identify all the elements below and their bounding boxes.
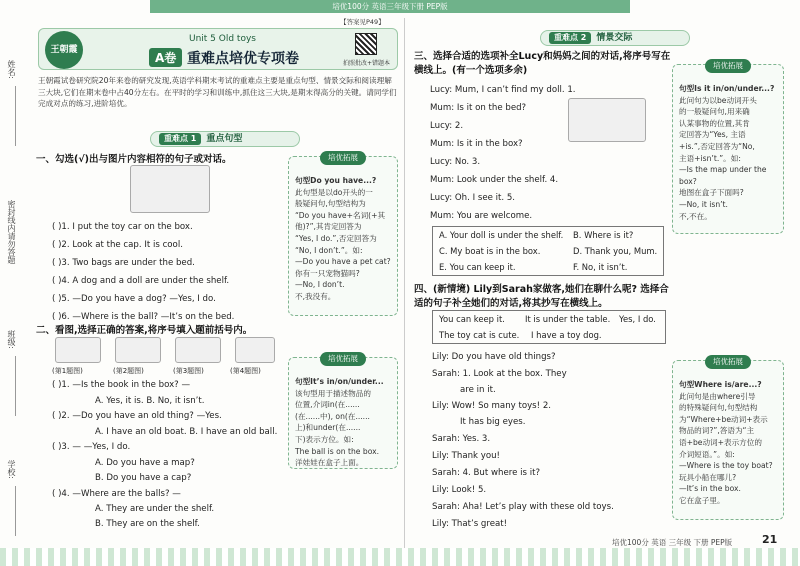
- tip-line: 下)表示方位。如:: [295, 434, 354, 444]
- q4-option: I have a toy dog.: [531, 330, 602, 340]
- tip-line: 不,不在。: [679, 211, 712, 221]
- tip-line: 位置,介词in(在......: [295, 400, 360, 410]
- q3-line: Mum: Is it on the bed?: [430, 103, 527, 113]
- q3-line: Mum: You are welcome.: [430, 211, 533, 221]
- q3-line: Lucy: 2.: [430, 121, 464, 131]
- tip-line: 此问句是由where引导: [679, 391, 756, 401]
- tip-line: 认某事物的位置,其肯: [679, 118, 750, 128]
- tip-line: 句型Where is/are...?: [679, 380, 762, 389]
- tip-box-title: 培优拓展: [705, 355, 751, 369]
- tip-line: 主语+isn’t.”。如:: [679, 153, 741, 163]
- bedroom-picture: [130, 165, 210, 213]
- tip-line: 此问句为以be动词开头: [679, 95, 757, 105]
- qr-code-icon[interactable]: [355, 33, 377, 55]
- q2-line: A. Yes, it is. B. No, it isn’t.: [95, 396, 205, 406]
- tip-box-4: [672, 357, 784, 520]
- margin-line: [15, 356, 16, 416]
- q4-options-table: [432, 310, 666, 344]
- q4-line: Sarah: Yes. 3.: [432, 434, 491, 444]
- q2-line: A. I have an old boat. B. I have an old ball.: [95, 427, 278, 437]
- q4-line: Sarah: 4. But where is it?: [432, 468, 541, 478]
- page-footer: 培优100分 英语 三年级 下册 PEP版: [612, 538, 733, 547]
- tip-line: —No, it isn’t.: [679, 199, 728, 209]
- question-4-title: 四、(新情境) Lily到Sarah家做客,她们在聊什么呢? 选择合适的句子补全她们的对话,将其抄写在横线上。: [414, 284, 669, 309]
- q4-line: Lily: That’s great!: [432, 519, 508, 529]
- tip-line: 句型Do you have...?: [295, 176, 377, 185]
- q4-line: Lily: Look! 5.: [432, 485, 487, 495]
- question-2-title: 二、看图,选择正确的答案,将序号填入题前括号内。: [36, 325, 253, 336]
- q1-item: ( )4. A dog and a doll are under the shelf.: [52, 276, 230, 286]
- tip-box-title: 培优拓展: [320, 151, 366, 165]
- page-number: 21: [762, 533, 778, 546]
- tip-line: 你有一只宠物猫吗?: [295, 268, 360, 278]
- column-divider: [404, 18, 405, 548]
- tip-line: 玩具小船在哪儿?: [679, 472, 737, 482]
- tip-line: (在......中), on(在......: [295, 411, 370, 421]
- question-3-title: 三、选择合适的选项补全Lucy和妈妈之间的对话,将序号写在横线上。(有一个选项多余): [414, 51, 671, 76]
- unit-title: Unit 5 Old toys: [189, 34, 256, 44]
- margin-school-label: 学校:: [7, 460, 16, 479]
- q1-item: ( )5. —Do you have a dog? —Yes, I do.: [52, 294, 216, 304]
- q3-option: E. You can keep it.: [439, 262, 516, 272]
- q3-line: Lucy: Mum, I can’t find my doll. 1.: [430, 85, 576, 95]
- q4-line: Sarah: Aha! Let’s play with these old toys.: [432, 502, 614, 512]
- tip-line: 定回答为“Yes, 主语: [679, 130, 746, 140]
- q2-line: ( )2. —Do you have an old thing? —Yes.: [52, 411, 222, 421]
- q3-line: Lucy: Oh. I see it. 5.: [430, 193, 516, 203]
- q3-line: Mum: Is it in the box?: [430, 139, 523, 149]
- q3-option: F. No, it isn’t.: [573, 262, 628, 272]
- key-point-badge: 重难点 1: [159, 133, 201, 145]
- key-point-2-heading: [540, 30, 690, 46]
- tip-line: 洋娃娃在盒子上面。: [295, 458, 364, 468]
- q4-option: Yes, I do.: [619, 314, 656, 324]
- tip-box-title: 培优拓展: [320, 352, 366, 366]
- key-point-badge: 重难点 2: [549, 32, 591, 44]
- question-1-title: 一、勾选(√)出与图片内容相符的句子或对话。: [36, 154, 232, 165]
- tip-box-title: 培优拓展: [705, 59, 751, 73]
- tip-box-1: [288, 153, 398, 316]
- tip-line: 语+be动词+表示方位的: [679, 437, 762, 447]
- top-banner: 培优100分 英语三年级下册 PEP版: [150, 0, 630, 13]
- page-title: 重难点培优专项卷: [187, 51, 299, 67]
- margin-class-label: 班级:: [7, 330, 16, 349]
- tip-line: 它在盒子里。: [679, 495, 725, 505]
- tip-line: box?: [679, 176, 697, 186]
- tip-line: 句型It’s in/on/under...: [295, 377, 384, 386]
- tip-line: 般疑问句,句型结构为: [295, 199, 366, 209]
- answer-reference: 【答案见P49】: [340, 18, 385, 26]
- tip-line: 介词短语。”。如:: [679, 449, 735, 459]
- q2-picture-caption: (第3题图): [173, 367, 204, 375]
- q2-line: A. They are under the shelf.: [95, 504, 215, 514]
- tip-line: —No, I don’t.: [295, 280, 345, 290]
- key-point-1-heading: [150, 131, 300, 147]
- tip-line: —Is the map under the: [679, 165, 767, 175]
- q1-item: ( )3. Two bags are under the bed.: [52, 258, 195, 268]
- tip-line: 地图在盒子下面吗?: [679, 188, 744, 198]
- tip-box-2: [288, 354, 398, 469]
- q4-option: You can keep it.: [439, 314, 505, 324]
- tip-line: 该句型用于描述物品的: [295, 388, 371, 398]
- q1-item: ( )1. I put the toy car on the box.: [52, 222, 193, 232]
- q2-picture-3: [175, 337, 221, 363]
- q2-picture-caption: (第2题图): [113, 367, 144, 375]
- q4-line: Lily: Thank you!: [432, 451, 501, 461]
- q3-option: A. Your doll is under the shelf.: [439, 230, 564, 240]
- q4-line: It has big eyes.: [460, 417, 526, 427]
- tip-line: 为“Where+be动词+表示: [679, 414, 768, 424]
- q4-line: Lily: Do you have old things?: [432, 352, 556, 362]
- q4-option: The toy cat is cute.: [439, 330, 520, 340]
- tip-line: 上)和under(在......: [295, 423, 361, 433]
- q2-line: B. Do you have a cap?: [95, 473, 192, 483]
- tip-line: “Yes, I do.”,否定回答为: [295, 233, 377, 243]
- q2-picture-caption: (第1题图): [52, 367, 83, 375]
- mum-and-lucy-picture: [568, 98, 646, 142]
- q4-line: are in it.: [460, 385, 496, 395]
- tip-line: —It’s in the box.: [679, 484, 741, 494]
- q3-line: Lucy: No. 3.: [430, 157, 481, 167]
- key-point-title: 重点句型: [206, 134, 243, 144]
- worksheet-header: [38, 28, 398, 70]
- tip-line: 物品的词?”,答语为“主: [679, 426, 755, 436]
- q1-item: ( )6. —Where is the ball? —It’s on the bed.: [52, 312, 235, 322]
- q2-picture-1: [55, 337, 101, 363]
- margin-name-label: 姓名:: [7, 60, 16, 79]
- bottom-border: [0, 548, 800, 566]
- margin-line: [15, 486, 16, 536]
- q3-options-table: [432, 226, 664, 276]
- tip-line: “Do you have+名词(+其: [295, 210, 386, 220]
- q2-picture-4: [235, 337, 275, 363]
- tip-line: 此句型是以do开头的一: [295, 187, 373, 197]
- q2-line: ( )1. —Is the book in the box? —: [52, 380, 191, 390]
- q3-option: B. Where is it?: [573, 230, 634, 240]
- q4-line: Sarah: 1. Look at the box. They: [432, 369, 567, 379]
- q2-picture-2: [115, 337, 161, 363]
- tip-line: —Do you have a pet cat?: [295, 257, 391, 267]
- tip-line: “No, I don’t.”。如:: [295, 245, 363, 255]
- tip-line: 的一般疑问句,用来确: [679, 107, 750, 117]
- key-point-title: 情景交际: [596, 33, 633, 43]
- binding-margin: [4, 60, 28, 540]
- margin-line: [15, 86, 16, 146]
- q2-line: B. They are on the shelf.: [95, 519, 200, 529]
- brand-logo: 王朝霞: [45, 31, 83, 69]
- q2-picture-caption: (第4题图): [230, 367, 261, 375]
- margin-seal-note: 密封线内请勿答题: [7, 200, 16, 264]
- tip-line: +is.”,否定回答为“No,: [679, 141, 755, 151]
- tip-line: The ball is on the box.: [295, 446, 380, 456]
- qr-caption: 拍照批改+错题本: [343, 60, 391, 67]
- tip-line: 的特殊疑问句,句型结构: [679, 403, 758, 413]
- q4-option: It is under the table.: [525, 314, 611, 324]
- q4-line: Lily: Wow! So many toys! 2.: [432, 401, 552, 411]
- intro-paragraph: 王朝霞试卷研究院20年来卷的研究发现,英语学科期末考试的重难点主要是重点句型、情景交际和阅读理解三大块,它们在期末卷中占40分左右。在平时的学习和训练中,抓住这三大块,是期末得高分的关键。请同学们完成对点的练习,进阶培优。: [38, 76, 397, 108]
- q3-line: Mum: Look under the shelf. 4.: [430, 175, 559, 185]
- q2-line: A. Do you have a map?: [95, 458, 195, 468]
- tip-box-3: [672, 61, 784, 234]
- tip-line: —Where is the toy boat?: [679, 461, 773, 471]
- tip-line: 他)?”,其肯定回答为: [295, 222, 362, 232]
- tip-line: 句型Is it in/on/under...?: [679, 84, 775, 93]
- paper-label: A卷: [149, 48, 182, 67]
- q3-option: C. My boat is in the box.: [439, 246, 541, 256]
- q1-item: ( )2. Look at the cap. It is cool.: [52, 240, 183, 250]
- q2-line: ( )4. —Where are the balls? —: [52, 489, 181, 499]
- q3-option: D. Thank you, Mum.: [573, 246, 658, 256]
- tip-line: 不,我没有。: [295, 291, 336, 301]
- q2-line: ( )3. — —Yes, I do.: [52, 442, 131, 452]
